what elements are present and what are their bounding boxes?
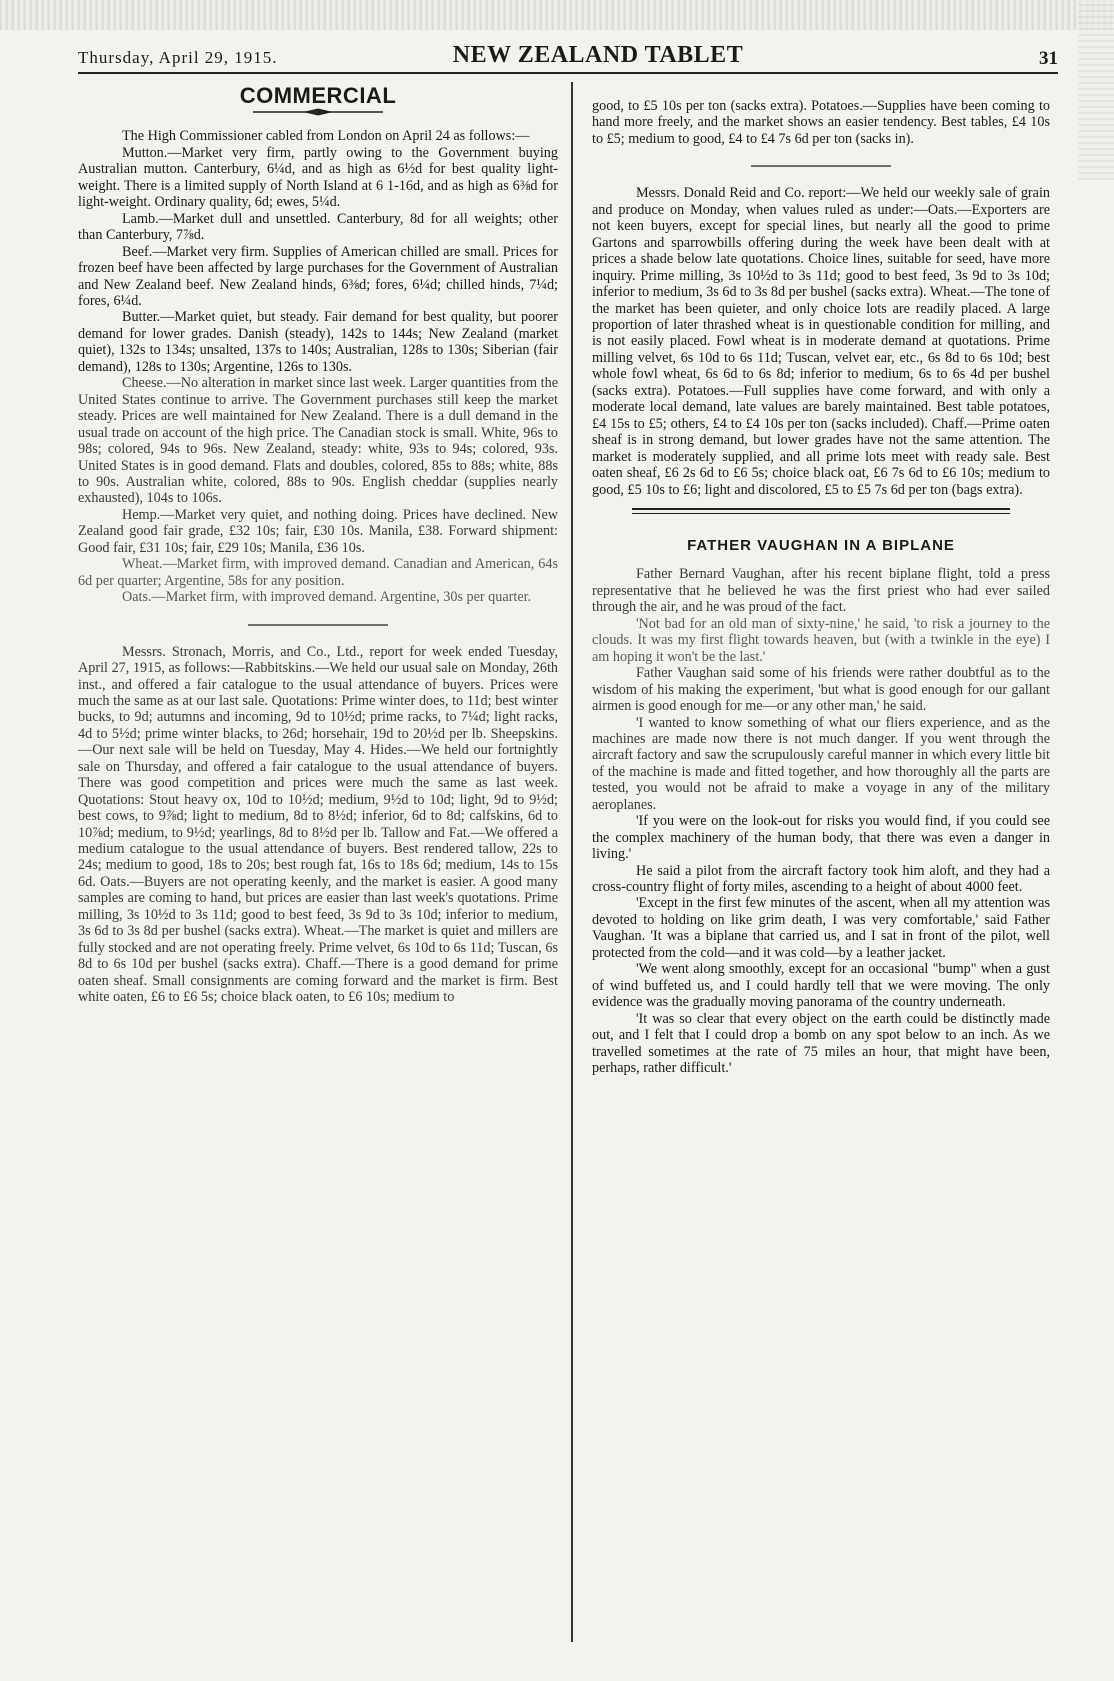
commercial-paragraph: Wheat.—Market firm, with improved demand. Canadian and American, 64s 6d per quarter; Argentine, 58s for any position. <box>78 556 558 589</box>
stronach-report: Messrs. Stronach, Morris, and Co., Ltd., report for week ended Tuesday, April 27, 1915, as follows:—Rabbitskins.—We held our usual sale on Monday, 26th inst., and offered a fair catalogue to the usual attendance of buyers. Prices were much the same as at our last sale. Quotations: Prime winter does, to 11d; best winter bucks, to 9d; autumns and incoming, 9d to 10½d; prime racks, to 7¼d; light racks, 4d to 5½d; prime winter blacks, to 26d; horsehair, 19d to 20½d per lb. Sheepskins.—Our next sale will be held on Tuesday, May 4. Hides.—We held our fortnightly sale on Thursday, and offered a fair catalogue to the usual attendance of buyers. There was good competition and prices were much the same as last week. Quotations: Stout heavy ox, 10d to 10½d; medium, 9½d to 10d; light, 9d to 9½d; best cows, to 9⅞d; light to medium, 8d to 8½d; inferior, 6d to 8d; calfskins, 6d to 10⅞d; medium, to 9½d; yearlings, 8d to 8½d per lb. Tallow and Fat.—We offered a medium catalogue to the usual attendance of buyers. Best rendered tallow, 22s to 24s; medium to good, 18s to 20s; best rough fat, 16s to 18s 6d; medium, 14s to 15s 6d. Oats.—Buyers are not operating keenly, and the market is easier. A good many samples are coming to hand, but prices are easier than last week's quotations. Prime milling, 3s 10½d to 3s 11d; good to best feed, 3s 9d to 3s 10d; inferior to medium, 3s 6d to 3s 8d per bushel (sacks extra). Wheat.—The market is quiet and millers are fully stocked and are not operating freely. Prime velvet, 6s 10d to 6s 11d; Tuscan, 6s 8d to 6s 10d per bushel (sacks extra). Chaff.—There is a good demand for prime oaten sheaf. Small consignments are coming forward and the market is firm. Best white oaten, £6 to £6 5s; choice black oaten, to £6 10s; medium to <box>78 643 558 1006</box>
right-column <box>592 98 1050 1076</box>
commercial-paragraph: Cheese.—No alteration in market since last week. Larger quantities from the United States continue to arrive. The Government purchases still keep the market steady. Prices are well maintained for New Zealand. There is a dull demand in the usual trade on account of the high price. The Canadian stock is small. White, 96s to 98s; colored, 94s to 96s. New Zealand, steady: white, 93s to 94s; colored, 93s. United States is in good demand. Flats and doubles, colored, 85s to 88s; white, 88s to 90s. Australian white, colored, 88s to 90s. English cheddar (supplies nearly exhausted), 104s to 106s. <box>78 375 558 507</box>
commercial-paragraph: Butter.—Market quiet, but steady. Fair demand for best quality, but poorer demand for lower grades. Danish (steady), 142s to 144s; New Zealand (market quiet), 132s to 134s; unsalted, 137s to 140s; Australian, 128s to 130s; Siberian (fair demand), 128s to 130s; Argentine, 126s to 130s. <box>78 309 558 375</box>
article-paragraph: 'If you were on the look-out for risks you would find, if you could see the complex machinery of the human body, that there was even a danger in living.' <box>592 813 1050 863</box>
article-paragraph: 'I wanted to know something of what our fliers experience, and as the machines are made now there is not much danger. If you went through the aircraft factory and saw the scrupulously careful manner in which every little bit of the machine is made and fitted together, and how thoroughly all the parts are tested, you would not be afraid to make a voyage in any of the military aeroplanes. <box>592 714 1050 813</box>
article-paragraph: Father Bernard Vaughan, after his recent biplane flight, told a press representative that he believed he was the first priest who had ever sailed through the air, and he was proud of the fact. <box>592 566 1050 616</box>
article-paragraph: 'Except in the first few minutes of the ascent, when all my attention was devoted to holding on like grim death, I was very comfortable,' said Father Vaughan. 'It was a biplane that carried us, and I sat in front of the pilot, well protected from the cold—and it was cold—by a leather jacket. <box>592 895 1050 961</box>
article-paragraph: 'It was so clear that every object on the earth could be distinctly made out, and I felt that I could drop a bomb on any spot below to an inch. As we travelled sometimes at the rate of 75 miles an hour, that might have been, perhaps, rather difficult.' <box>592 1010 1050 1077</box>
commercial-paragraph: Lamb.—Market dull and unsettled. Canterbury, 8d for all weights; other than Canterbury, 7⅞d. <box>78 210 558 244</box>
commercial-paragraph: Mutton.—Market very firm, partly owing to the Government buying Australian mutton. Canterbury, 6¼d, and as high as 6½d for best quality light-weight. There is a limited supply of North Island at 6 1-16d, and as high as 6⅜d for light-weight. Ordinary quality, 6d; ewes, 5¼d. <box>78 144 558 211</box>
article-paragraph: 'We went along smoothly, except for an occasional "bump" when a gust of wind buffeted us, and I could hardly tell that we were moving. The only evidence was the gradually moving panorama of the country underneath. <box>592 961 1050 1011</box>
page-number: 31 <box>1039 48 1058 69</box>
article-paragraph: He said a pilot from the aircraft factory took him aloft, and they had a cross-country flight of forty miles, ascending to a height of about 4000 feet. <box>592 862 1050 896</box>
page-header <box>78 42 1058 72</box>
article-divider <box>632 508 1010 514</box>
commercial-paragraph: Beef.—Market very firm. Supplies of American chilled are small. Prices for frozen beef have been affected by large purchases for the Government of Australian and New Zealand beef. New Zealand hinds, 6⅜d; fores, 6¼d; chilled hinds, 7¼d; fores, 6¼d. <box>78 243 558 309</box>
header-rule <box>78 72 1058 74</box>
paper-texture-edge <box>1078 0 1114 180</box>
reid-report: Messrs. Donald Reid and Co. report:—We held our weekly sale of grain and produce on Monday, when values ruled as under:—Oats.—Exporters are not keen buyers, except for special lines, but nearly all the good to prime Gartons and sparrowbills offering during the week have been dealt with at prices a shade below late quotations. Choice lines, suitable for seed, have more inquiry. Prime milling, 3s 10½d to 3s 11d; good to best feed, 3s 9d to 3s 10d; inferior to medium, 3s 6d to 3s 8d per bushel (sacks extra). Wheat.—The tone of the market has been quieter, and only choice lots are readily placed. A large proportion of later thrashed wheat is in questionable condition for milling, and is not easily placed. Fowl wheat is in moderate demand at quotations. Prime milling velvet, 6s 10d to 6s 11d; Tuscan, velvet ear, etc., 6s 8d to 6s 10d; best whole fowl wheat, 6s 6d to 6s 8d; inferior to medium, 6s to 6s 4d per bushel (sacks extra). Potatoes.—Full supplies have come forward, and with only a moderate local demand, late values are barely maintained. Best table potatoes, £4 15s to £5; others, £4 to £4 10s per ton (sacks included). Chaff.—Prime oaten sheaf is in strong demand, but lower grades have not the same attention. The market is moderately supplied, and all prime lots meet with ready sale. Best oaten sheaf, £6 2s 6d to £6 5s; choice black oat, £6 7s 6d to £6 10s; medium to good, £5 10s to £6; light and discolored, £5 to £5 7s 6d per ton (bags extra). <box>592 185 1050 498</box>
publication-title: NEW ZEALAND TABLET <box>452 42 744 68</box>
paper-texture-top <box>0 0 1114 30</box>
section-heading: COMMERCIAL <box>239 83 397 108</box>
article-paragraph: Father Vaughan said some of his friends were rather doubtful as to the wisdom of his making the experiment, 'but what is good enough for our gallant airmen is good enough for me—or any other man,' he said. <box>592 665 1050 715</box>
commercial-paragraph: The High Commissioner cabled from London on April 24 as follows:— <box>122 128 530 145</box>
continued-report: good, to £5 10s per ton (sacks extra). Potatoes.—Supplies have been coming to hand more freely, and the market shows an easier tendency. Best tables, £4 10s to £5; medium to good, £4 to £4 7s 6d per ton (sacks in). <box>592 98 1050 147</box>
commercial-paragraph: Hemp.—Market very quiet, and nothing doing. Prices have declined. New Zealand good fair grade, £32 10s; fair, £30 10s. Manila, £38. Forward shipment: Good fair, £31 10s; fair, £29 10s; Manila, £36 10s. <box>78 506 558 556</box>
article-paragraph: 'Not bad for an old man of sixty-nine,' he said, 'to risk a journey to the clouds. It was my first flight towards heaven, but (with a twinkle in the eye) I am hoping it won't be the last.' <box>592 615 1050 665</box>
issue-date: Thursday, April 29, 1915. <box>78 48 278 67</box>
column-divider <box>571 82 573 1642</box>
article-heading: FATHER VAUGHAN IN A BIPLANE <box>687 536 955 554</box>
left-column <box>78 83 558 1006</box>
section-separator <box>751 163 891 169</box>
commercial-paragraph: Oats.—Market firm, with improved demand. Argentine, 30s per quarter. <box>122 589 532 606</box>
section-separator <box>248 622 388 628</box>
heading-ornament <box>253 108 383 116</box>
